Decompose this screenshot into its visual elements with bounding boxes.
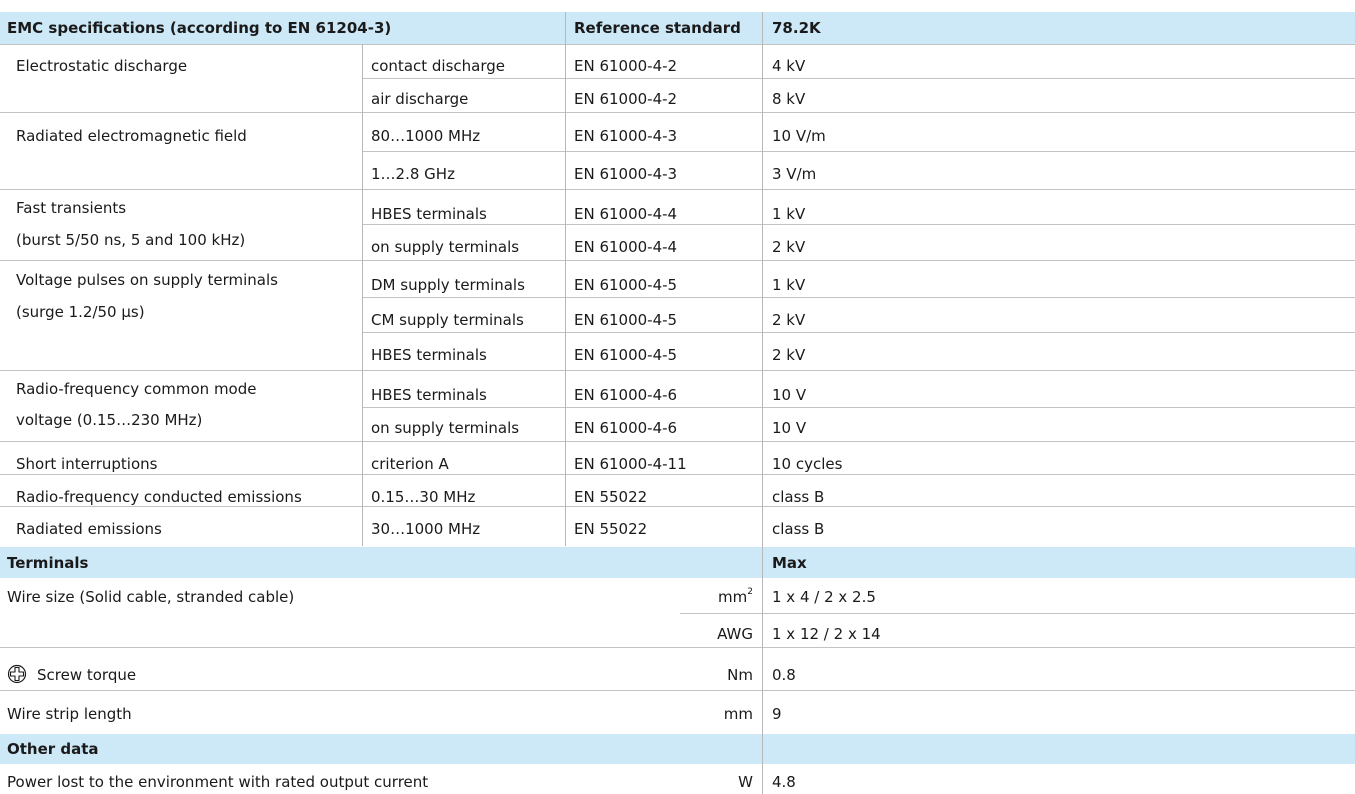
test-value: 10 V/m [772,127,826,145]
power-lost-value: 4.8 [772,773,796,791]
wire-size-awg-unit: AWG [717,625,753,643]
column-divider [362,44,363,546]
wire-size-unit [680,588,753,606]
test-value: 1 kV [772,276,806,294]
test-name: Electrostatic discharge [16,57,188,75]
wire-size-value: 1 x 4 / 2 x 2.5 [772,588,876,606]
screw-torque-label: Screw torque [37,666,137,684]
test-condition: air discharge [371,90,469,108]
test-name: Radio-frequency conducted emissions [16,488,302,506]
test-value: 10 V [772,386,807,404]
test-value: class B [772,520,825,538]
wire-size-unit-exponent: 2 [747,587,753,597]
column-divider [762,12,763,794]
test-standard: EN 61000-4-6 [574,419,678,437]
test-value: 8 kV [772,90,806,108]
test-standard: EN 61000-4-6 [574,386,678,404]
rule [362,78,1355,79]
rule [0,506,1355,507]
test-condition: 80…1000 MHz [371,127,481,145]
test-condition: on supply terminals [371,238,520,256]
test-value: 2 kV [772,346,806,364]
test-value: 2 kV [772,311,806,329]
wire-size-label: Wire size (Solid cable, stranded cable) [7,588,295,606]
test-condition: CM supply terminals [371,311,524,329]
rule [362,297,1355,298]
rule [362,151,1355,152]
reference-standard-heading: Reference standard [574,19,741,37]
other-data-header-row [0,734,1355,764]
test-condition: HBES terminals [371,386,487,404]
terminals-header-row [0,547,1355,578]
strip-length-value: 9 [772,705,782,723]
test-value: class B [772,488,825,506]
rule [0,690,1355,691]
test-name: (burst 5/50 ns, 5 and 100 kHz) [16,231,246,249]
test-value: 4 kV [772,57,806,75]
strip-length-unit: mm [723,705,753,723]
test-name: Radiated electromagnetic field [16,127,247,145]
column-divider [565,12,566,546]
test-condition: HBES terminals [371,205,487,223]
test-standard: EN 61000-4-2 [574,90,678,108]
model-heading: 78.2K [772,19,821,37]
wire-size-awg-value: 1 x 12 / 2 x 14 [772,625,881,643]
rule [0,44,1355,45]
test-name: Short interruptions [16,455,158,473]
test-name: Voltage pulses on supply terminals [16,271,278,289]
power-lost-unit: W [738,773,753,791]
test-name: Radio-frequency common mode [16,380,257,398]
power-lost-label: Power lost to the environment with rated output current [7,773,429,791]
rule [0,370,1355,371]
test-value: 10 V [772,419,807,437]
test-condition: 0.15…30 MHz [371,488,476,506]
test-standard: EN 61000-4-3 [574,127,678,145]
test-value: 10 cycles [772,455,843,473]
test-condition: on supply terminals [371,419,520,437]
test-condition: DM supply terminals [371,276,525,294]
rule [0,189,1355,190]
test-name: (surge 1.2/50 µs) [16,303,145,321]
test-standard: EN 61000-4-11 [574,455,687,473]
screw-head-icon [7,664,27,684]
test-name: Fast transients [16,199,127,217]
other-data-section-title: Other data [7,740,99,758]
screw-torque-unit: Nm [727,666,753,684]
test-standard: EN 61000-4-3 [574,165,678,183]
test-standard: EN 55022 [574,488,648,506]
test-standard: EN 61000-4-5 [574,346,678,364]
test-condition: 30…1000 MHz [371,520,481,538]
rule [0,112,1355,113]
screw-torque-value: 0.8 [772,666,796,684]
rule [0,260,1355,261]
terminals-section-title: Terminals [7,554,89,572]
rule [362,407,1355,408]
test-value: 2 kV [772,238,806,256]
emc-section-title: EMC specifications (according to EN 61204-3) [7,19,392,37]
test-condition: contact discharge [371,57,506,75]
test-name: Radiated emissions [16,520,162,538]
test-condition: 1…2.8 GHz [371,165,455,183]
test-standard: EN 61000-4-4 [574,205,678,223]
test-standard: EN 61000-4-4 [574,238,678,256]
test-name: voltage (0.15…230 MHz) [16,411,203,429]
rule [362,332,1355,333]
max-heading: Max [772,554,807,572]
rule [0,647,1355,648]
wire-size-unit-base: mm [718,588,748,606]
test-standard: EN 61000-4-5 [574,276,678,294]
test-condition: criterion A [371,455,449,473]
test-standard: EN 61000-4-5 [574,311,678,329]
strip-length-label: Wire strip length [7,705,132,723]
rule [680,613,1355,614]
test-standard: EN 61000-4-2 [574,57,678,75]
test-value: 1 kV [772,205,806,223]
rule [362,224,1355,225]
rule [0,474,1355,475]
test-value: 3 V/m [772,165,817,183]
test-standard: EN 55022 [574,520,648,538]
test-condition: HBES terminals [371,346,487,364]
rule [0,441,1355,442]
